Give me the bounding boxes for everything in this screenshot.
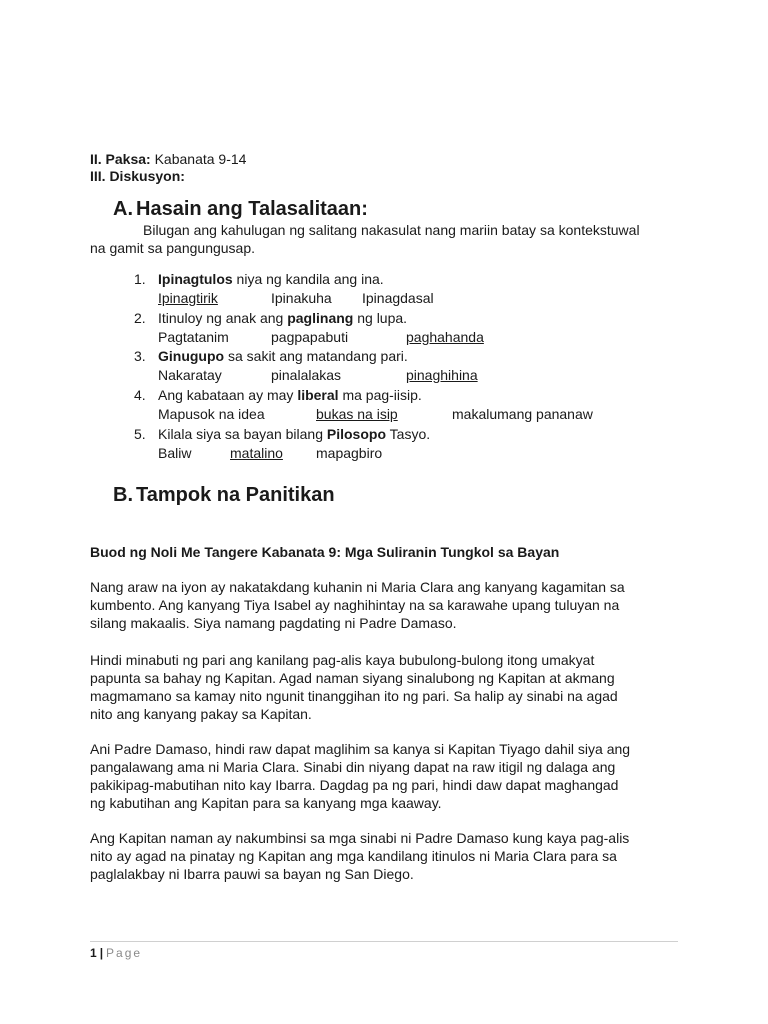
item-option: paghahanda [406,329,484,345]
item-keyword: liberal [297,387,339,403]
item-option: pinalalakas [271,367,342,383]
paragraph-line: Ani Padre Damaso, hindi raw dapat maglihim sa kanya si Kapitan Tiyago dahil siya ang [90,741,631,757]
paksa-value: Kabanata 9-14 [150,151,247,167]
item-sentence-pre: Ang kabataan ay may [158,387,298,403]
summary-subtitle: Buod ng Noli Me Tangere Kabanata 9: Mga Suliranin Tungkol sa Bayan [90,544,560,560]
item-option: Ipinagtirik [158,290,218,306]
instructions-line-2: na gamit sa pangungusap. [90,240,256,256]
footer-divider [90,941,678,942]
item-sentence-post: ng lupa. [353,310,408,326]
paragraph-line: Ang Kapitan naman ay nakumbinsi sa mga sinabi ni Padre Damaso kung kaya pag-alis [90,830,630,846]
paragraph-line: Hindi minabuti ng pari ang kanilang pag-alis kaya bubulong-bulong itong umakyat [90,652,595,668]
paragraph-line: magmamano sa kamay nito ngunit tinanggihan ito ng pari. Sa halip ay sinabi na agad [90,688,618,704]
item-keyword: paglinang [287,310,354,326]
item-keyword: Pilosopo [326,426,387,442]
summary-paragraph [90,829,690,883]
item-option: makalumang pananaw [452,406,593,422]
item-sentence-post: niya ng kandila ang ina. [232,271,384,287]
item-option: pinaghihina [406,367,478,383]
item-sentence-pre: Kilala siya sa bayan bilang [158,426,327,442]
instructions-line-1: Bilugan ang kahulugan ng salitang nakasulat nang mariin batay sa kontekstuwal [143,222,640,238]
footer-separator: | [99,946,104,960]
item-number: 2. [134,310,146,326]
item-option: Pagtatanim [158,329,229,345]
section-a-letter: A. [113,198,133,220]
page-label: Page [106,946,143,960]
item-number: 5. [134,426,146,442]
item-sentence [158,309,407,327]
item-option: Ipinakuha [271,290,332,306]
item-option: Nakaratay [158,367,222,383]
section-a-heading [113,197,368,221]
paksa-line [90,150,246,168]
page-footer [90,945,142,961]
item-number: 1. [134,271,146,287]
summary-paragraph [90,578,690,632]
section-a-title: Hasain ang Talasalitaan: [136,198,368,220]
paragraph-line: nito ay agad na pinatay ng Kapitan ang mga kandilang itinulos ni Maria Clara para sa [90,848,617,864]
paragraph-line: ng kabutihan ang Kapitan para sa kanyang mga kaaway. [90,795,442,811]
summary-paragraph [90,651,690,723]
item-sentence-pre: Itinuloy ng anak ang [158,310,288,326]
item-sentence [158,270,384,288]
paksa-label: II. Paksa: [90,151,151,167]
item-option: Baliw [158,445,192,461]
item-sentence-post: Tasyo. [386,426,431,442]
section-b-title: Tampok na Panitikan [136,484,335,506]
diskusyon-label: III. Diskusyon: [90,168,185,184]
paragraph-line: pangalawang ama ni Maria Clara. Sinabi din niyang dapat na raw itigil ng dalaga ang [90,759,616,775]
item-option: matalino [230,445,283,461]
item-option: bukas na isip [316,406,398,422]
paragraph-line: pakikipag-mabutihan nito kay Ibarra. Dagdag pa ng pari, hindi daw dapat maghangad [90,777,619,793]
paragraph-line: nito ang kanyang pakay sa Kapitan. [90,706,312,722]
item-sentence-post: sa sakit ang matandang pari. [224,348,408,364]
item-option: Ipinagdasal [362,290,434,306]
item-sentence-post: ma pag-iisip. [338,387,422,403]
section-b-heading [113,483,335,507]
item-keyword: Ginugupo [158,348,225,364]
paragraph-line: silang makaalis. Siya namang pagdating ni Padre Damaso. [90,615,457,631]
item-option: pagpapabuti [271,329,349,345]
summary-paragraph [90,740,690,812]
item-number: 4. [134,387,146,403]
item-sentence [158,386,422,404]
paragraph-line: paglalakbay ni Ibarra pauwi sa bayan ng San Diego. [90,866,414,882]
paragraph-line: kumbento. Ang kanyang Tiya Isabel ay naghihintay na sa karawahe upang tuluyan na [90,597,620,613]
paragraph-line: papunta sa bahay ng Kapitan. Agad naman siyang sinalubong ng Kapitan at akmang [90,670,615,686]
item-number: 3. [134,348,146,364]
item-option: mapagbiro [316,445,383,461]
item-sentence [158,425,430,443]
item-keyword: Ipinagtulos [158,271,233,287]
paragraph-line: Nang araw na iyon ay nakatakdang kuhanin ni Maria Clara ang kanyang kagamitan sa [90,579,625,595]
item-sentence [158,347,408,365]
page-number: 1 [90,946,97,960]
item-option: Mapusok na idea [158,406,265,422]
section-b-letter: B. [113,484,133,506]
